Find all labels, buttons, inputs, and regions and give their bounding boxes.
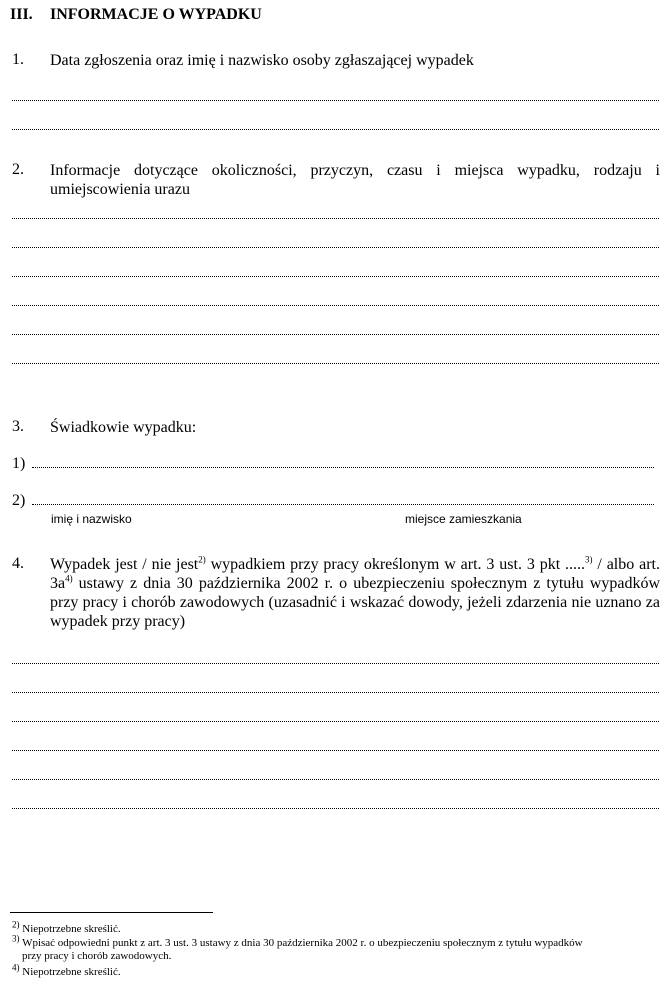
q2-answer-line-5[interactable] [12, 334, 659, 335]
q2-answer-line-2[interactable] [12, 247, 659, 248]
q4-answer-line-5[interactable] [12, 779, 659, 780]
q4-answer-line-1[interactable] [12, 663, 659, 664]
q2-answer-line-3[interactable] [12, 276, 659, 277]
q4-answer-line-2[interactable] [12, 692, 659, 693]
section-number: III. [10, 6, 33, 23]
q2-text: Informacje dotyczące okoliczności, przyczyn, czasu i miejsca wypadku, rodzaju i umiejscowienia urazu [50, 162, 660, 198]
q4-number: 4. [12, 555, 24, 572]
footnote-3: $^{3)}$ Wpisać odpowiedni punkt z art. 3 ust. 3 ustawy z dnia 30 października 2002 r. o ubezpieczeniu społecznym z tytułu wypadków przy pracy i chorób zawodowych. [12, 933, 583, 962]
q1-answer-line-1[interactable] [12, 100, 659, 101]
q2-answer-line-1[interactable] [12, 218, 659, 219]
footnote-4: $^{4)}$ Niepotrzebne skreślić. [12, 962, 121, 978]
q4-answer-line-6[interactable] [12, 808, 659, 809]
caption-address: miejsce zamieszkania [405, 512, 522, 526]
section-heading [10, 6, 262, 24]
q2-answer-line-4[interactable] [12, 305, 659, 306]
footnote-2: $^{2)}$ Niepotrzebne skreślić. [12, 919, 121, 935]
footnote-ref-3: 3) [585, 554, 593, 565]
q3-text: Świadkowie wypadku: [50, 419, 197, 436]
q2-answer-line-6[interactable] [12, 363, 659, 364]
footnote-ref-4: 4) [65, 573, 73, 584]
witness-1-line[interactable] [32, 467, 654, 468]
witness-1-label: 1) [12, 455, 26, 472]
q4-text: Wypadek jest / nie jest$^{2)}$ wypadkiem przy pracy określonym w art. 3 ust. 3 pkt .....$^{3)}$ / albo art. $3a^{4)}$ ustawy z dnia 30 października 2002 r. o ubezpieczeniu społecznym z tytułu wypadków przy pracy i chorób zawodowych (uzasadnić i wskazać dowody, jeżeli zdarzenia nie uznano za wypadek przy pracy) [50, 554, 660, 630]
q4-answer-line-4[interactable] [12, 750, 659, 751]
q2-number: 2. [12, 161, 24, 178]
caption-name: imię i nazwisko [51, 512, 132, 526]
footnote-separator [10, 912, 213, 913]
witness-2-line[interactable] [32, 504, 654, 505]
q1-answer-line-2[interactable] [12, 129, 659, 130]
q4-answer-line-3[interactable] [12, 721, 659, 722]
q1-number: 1. [12, 51, 24, 68]
q1-text: Data zgłoszenia oraz imię i nazwisko osoby zgłaszającej wypadek [50, 52, 474, 69]
section-title: INFORMACJE O WYPADKU [50, 6, 262, 23]
footnote-ref-2: 2) [198, 554, 206, 565]
witness-2-label: 2) [12, 492, 26, 509]
q3-number: 3. [12, 418, 24, 435]
